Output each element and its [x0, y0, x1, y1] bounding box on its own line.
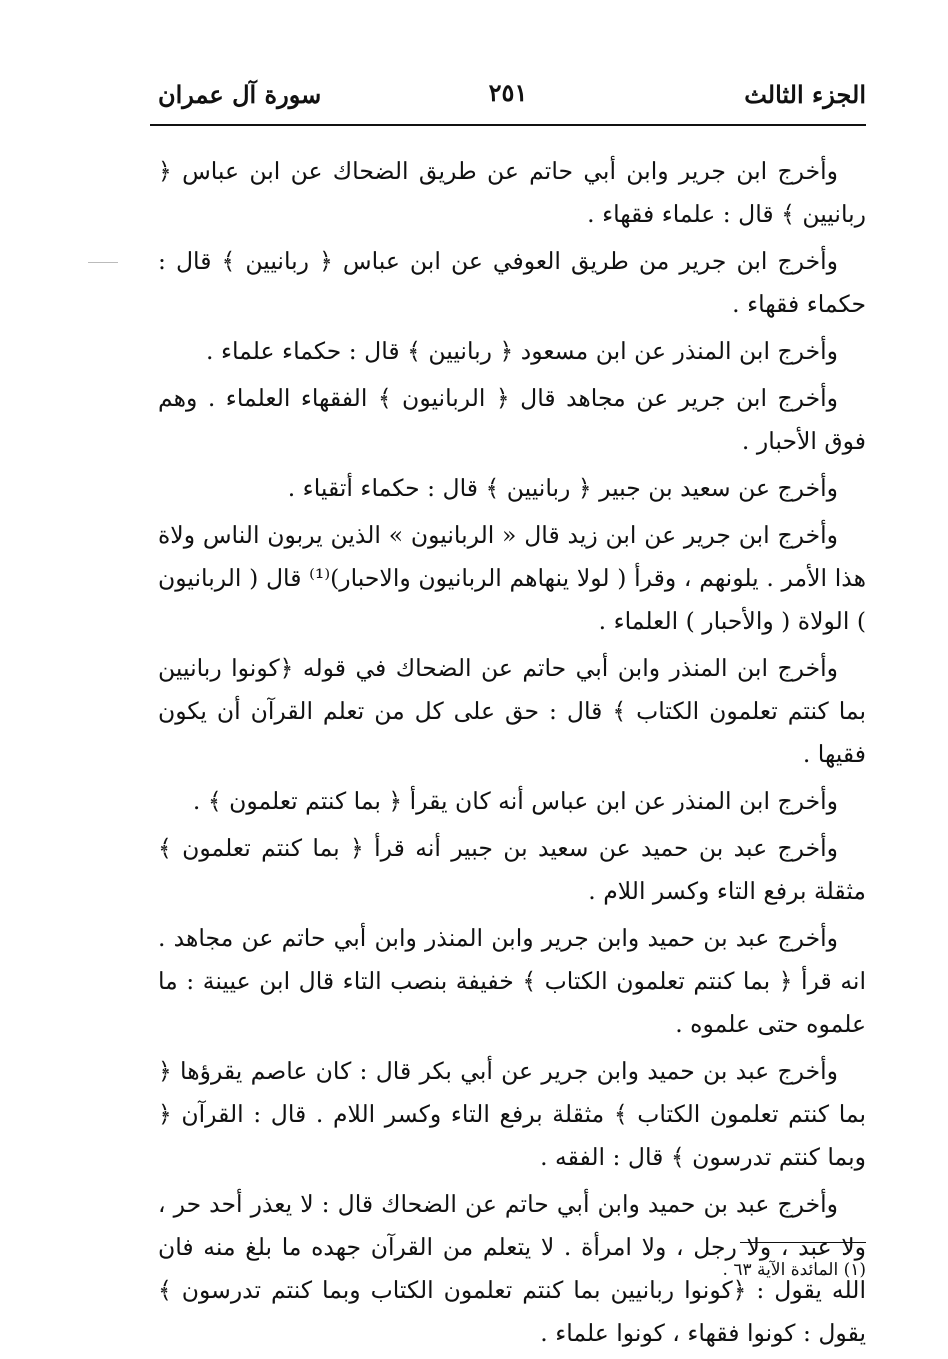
paragraph: وأخرج ابن جرير وابن أبي حاتم عن طريق الضحاك عن ابن عباس ﴿ ربانيين ﴾ قال : علماء فقهاء . — [158, 157, 866, 228]
paragraph: وأخرج ابن المنذر عن ابن مسعود ﴿ ربانيين ﴾ قال : حكماء علماء . — [206, 337, 838, 365]
page-body — [158, 150, 866, 1359]
paragraph: وأخرج ابن المنذر عن ابن عباس أنه كان يقرأ ﴿ بما كنتم تعلمون ﴾ . — [192, 787, 838, 815]
paragraph: وأخرج عن سعيد بن جبير ﴿ ربانيين ﴾ قال : حكماء أتقياء . — [287, 474, 838, 502]
part-title: الجزء الثالث — [744, 80, 866, 109]
paragraph: وأخرج عبد بن حميد وابن جرير عن أبي بكر قال : كان عاصم يقرؤها ﴿ بما كنتم تعلمون الكتاب ﴾ مثقلة برفع التاء وكسر اللام . قال : القرآن ﴿ وبما كنتم تدرسون ﴾ قال : الفقه . — [158, 1057, 866, 1171]
page-header — [150, 72, 866, 122]
header-divider — [150, 124, 866, 126]
footnote-divider — [740, 1242, 866, 1243]
scan-mark — [88, 262, 118, 263]
surah-title: سورة آل عمران — [158, 80, 322, 109]
paragraph: وأخرج ابن المنذر وابن أبي حاتم عن الضحاك في قوله ﴿كونوا ربانيين بما كنتم تعلمون الكتاب ﴾ قال : حق على كل من تعلم القرآن أن يكون فقيها . — [158, 654, 866, 768]
paragraph: وأخرج عبد بن حميد وابن جرير وابن المنذر وابن أبي حاتم عن مجاهد . انه قرأ ﴿ بما كنتم تعلمون الكتاب ﴾ خفيفة بنصب التاء قال ابن عيينة : ما علموه حتى علموه . — [158, 924, 866, 1038]
paragraph: وأخرج ابن جرير من طريق العوفي عن ابن عباس ﴿ ربانيين ﴾ قال : حكماء فقهاء . — [158, 247, 866, 318]
paragraph: وأخرج ابن جرير عن مجاهد قال ﴿ الربانيون ﴾ الفقهاء العلماء . وهم فوق الأحبار . — [158, 384, 866, 455]
page-number: ٢٥١ — [488, 78, 528, 107]
paragraph: وأخرج عبد بن حميد وابن أبي حاتم عن الضحاك قال : لا يعذر أحد حر ، ولا عبد ، ولا رجل ، ولا امرأة . لا يتعلم من القرآن جهده ما بلغ منه فان الله يقول : ﴿كونوا ربانيين بما كنتم تعلمون الكتاب وبما كنتم تدرسون ﴾ يقول : كونوا فقهاء ، كونوا علماء . — [158, 1190, 866, 1347]
paragraph: وأخرج عبد بن حميد عن سعيد بن جبير أنه قرأ ﴿ بما كنتم تعلمون ﴾ مثقلة برفع التاء وكسر اللام . — [158, 834, 866, 905]
footnote: (١) المائدة الآية ٦٣ . — [722, 1260, 866, 1280]
paragraph: وأخرج ابن جرير عن ابن زيد قال « الربانيون » الذين يربون الناس ولاة هذا الأمر . يلونهم ، وقرأ ( لولا ينهاهم الربانيون والاحبار)⁽¹⁾ قال ( الربانيون ) الولاة ( والأحبار ) العلماء . — [158, 521, 866, 635]
